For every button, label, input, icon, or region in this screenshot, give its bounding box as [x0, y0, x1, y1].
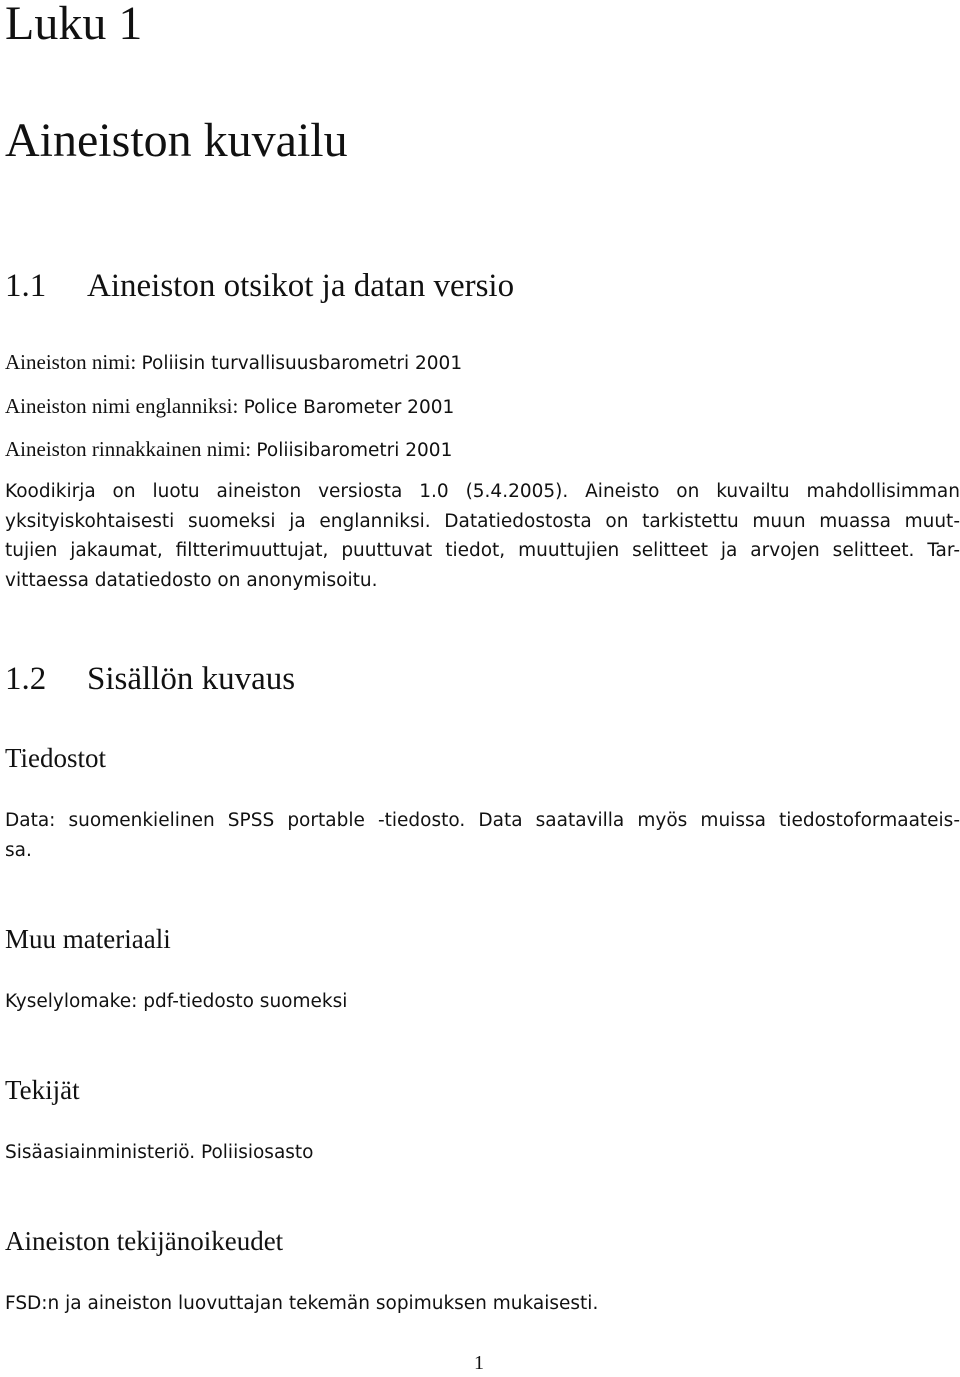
authors-text: Sisäasiainministeriö. Poliisiosasto: [5, 1142, 314, 1163]
paragraph-line: Data: suomenkielinen SPSS portable -tiedosto. Data saatavilla myös muissa tiedostoformaateis-: [5, 810, 960, 831]
section-heading-1-2: [5, 659, 295, 699]
field-dataset-name-english: [5, 393, 454, 421]
field-value: Police Barometer 2001: [243, 397, 455, 418]
section-number: 1.2: [5, 661, 47, 697]
subsection-title-files: Tiedostot: [5, 743, 107, 773]
copyright-text: FSD:n ja aineiston luovuttajan tekemän sopimuksen mukaisesti.: [5, 1293, 599, 1314]
paragraph-line: tujien jakaumat, filtterimuuttujat, puuttuvat tiedot, muuttujien selitteet ja arvojen selitteet. Tar-: [5, 540, 960, 561]
section-number: 1.1: [5, 268, 47, 304]
page-number: 1: [474, 1352, 484, 1374]
other-material-text: Kyselylomake: pdf-tiedosto suomeksi: [5, 991, 348, 1012]
subsection-title-authors: Tekijät: [5, 1075, 80, 1105]
section-heading-1-1: [5, 266, 514, 306]
files-paragraph: [5, 806, 960, 865]
version-paragraph: [5, 477, 960, 595]
field-label: Aineiston rinnakkainen nimi:: [5, 437, 252, 461]
field-dataset-name: [5, 349, 462, 377]
field-value: Poliisibarometri 2001: [256, 440, 453, 461]
paragraph-line: yksityiskohtaisesti suomeksi ja englanniksi. Datatiedostosta on tarkistettu muun muassa muut-: [5, 510, 960, 532]
paragraph-line: vittaessa datatiedosto on anonymisoitu.: [5, 569, 378, 591]
paragraph-line: sa.: [5, 839, 32, 861]
subsection-title-other-material: Muu materiaali: [5, 924, 171, 954]
section-title: Sisällön kuvaus: [87, 661, 296, 697]
subsection-title-copyright: Aineiston tekijänoikeudet: [5, 1226, 284, 1256]
paragraph-line: Koodikirja on luotu aineiston versiosta 1.0 (5.4.2005). Aineisto on kuvailtu mahdollisimman: [5, 481, 960, 502]
field-label: Aineiston nimi:: [5, 350, 137, 374]
field-value: Poliisin turvallisuusbarometri 2001: [141, 353, 463, 374]
field-label: Aineiston nimi englanniksi:: [5, 394, 239, 418]
chapter-number: Luku 1: [5, 0, 143, 50]
field-dataset-parallel-name: [5, 436, 452, 464]
section-title: Aineiston otsikot ja datan versio: [87, 268, 515, 304]
chapter-title: Aineiston kuvailu: [5, 114, 348, 167]
